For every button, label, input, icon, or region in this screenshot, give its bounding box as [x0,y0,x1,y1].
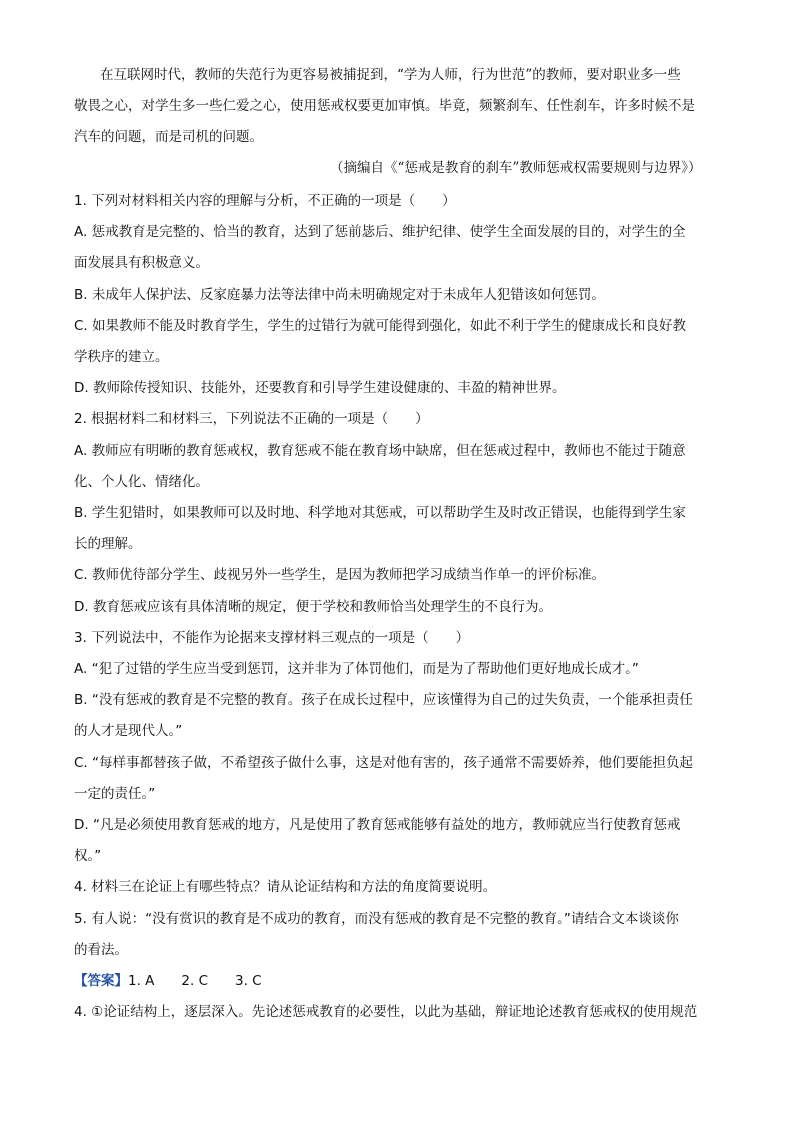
question-stem: 4. 材料三在论证上有哪些特点？请从论证结构和方法的角度简要说明。 [74,879,497,895]
option-line: C. “每样事都替孩子做，不希望孩子做什么事，这是对他有害的，孩子通常不需要娇养，他们要能担负起 [74,755,694,771]
option-line: 一定的责任。” [74,786,156,802]
question-stem: 3. 下列说法中，不能作为论据来支撑材料三观点的一项是（ ） [74,630,470,646]
option-line: D. 教育惩戒应该有具体清晰的规定，便于学校和教师恰当处理学生的不良行为。 [74,599,552,615]
option-line: A. “犯了过错的学生应当受到惩罚，这并非为了体罚他们，而是为了帮助他们更好地成长成才。” [74,661,639,677]
option-line: 权。” [74,848,102,864]
option-line: B. “没有惩戒的教育是不完整的教育。孩子在成长过程中，应该懂得为自己的过失负责，一个能承担责任 [74,692,693,708]
option-line: 化、个人化、情绪化。 [74,474,209,490]
option-line: B. 未成年人保护法、反家庭暴力法等法律中尚未明确规定对于未成年人犯错该如何惩罚。 [74,287,605,303]
option-line: 学秩序的建立。 [74,349,169,365]
answer-line [74,966,724,997]
passage-line: 敬畏之心，对学生多一些仁爱之心，使用惩戒权要更加审慎。毕竟，频繁刹车、任性刹车，许多时候不是 [74,98,695,114]
passage-source: （摘编自《“惩戒是教育的刹车”教师惩戒权需要规则与边界》） [330,160,702,176]
passage-line: 汽车的问题，而是司机的问题。 [74,129,263,145]
option-line: 的人才是现代人。” [74,723,183,739]
passage-line: 在互联网时代，教师的失范行为更容易被捕捉到，“学为人师，行为世范”的教师，要对职业多一些 [100,67,681,83]
option-line: C. 如果教师不能及时教育学生，学生的过错行为就可能得到强化，如此不利于学生的健康成长和良好教 [74,318,687,334]
answer-text: 1. A 2. C 3. C [128,973,262,989]
question-stem: 的看法。 [74,942,128,958]
option-line: D. 教师除传授知识、技能外，还要教育和引导学生建设健康的、丰盈的精神世界。 [74,380,566,396]
question-stem: 1. 下列对材料相关内容的理解与分析，不正确的一项是（ ） [74,193,456,209]
option-line: A. 教师应有明晰的教育惩戒权，教育惩戒不能在教育场中缺席，但在惩戒过程中，教师也不能过于随意 [74,443,686,459]
option-line: A. 惩戒教育是完整的、恰当的教育，达到了惩前毖后、维护纪律、使学生全面发展的目的，对学生的全 [74,224,686,240]
answer-tag: 【答案】 [74,973,128,989]
option-line: 长的理解。 [74,536,142,552]
option-line: C. 教师优待部分学生、歧视另外一些学生，是因为教师把学习成绩当作单一的评价标准。 [74,567,606,583]
option-line: D. “凡是必须使用教育惩戒的地方，凡是使用了教育惩戒能够有益处的地方，教师就应当行使教育惩戒 [74,817,681,833]
question-stem: 2. 根据材料二和材料三，下列说法不正确的一项是（ ） [74,411,429,427]
question-stem: 5. 有人说：“没有赏识的教育是不成功的教育，而没有惩戒的教育是不完整的教育。”请结合文本谈谈你 [74,911,679,927]
explanation-line: 4. ①论证结构上，逐层深入。先论述惩戒教育的必要性，以此为基础，辩证地论述教育惩戒权的使用规范 [74,1004,698,1020]
option-line: B. 学生犯错时，如果教师可以及时地、科学地对其惩戒，可以帮助学生及时改正错误，也能得到学生家 [74,505,686,521]
option-line: 面发展具有积极意义。 [74,255,209,271]
